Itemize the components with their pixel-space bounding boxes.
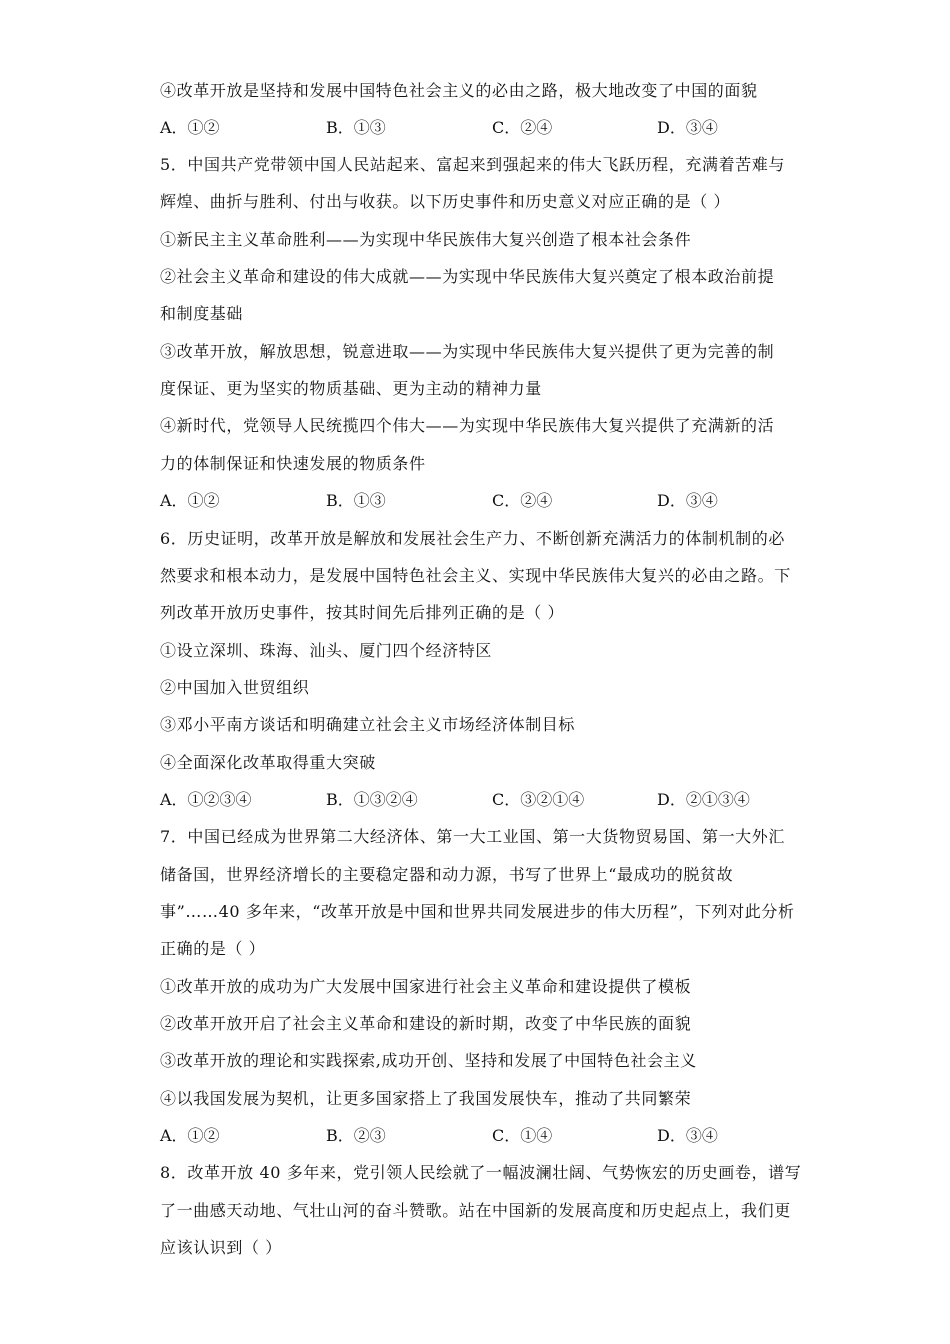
q5-statement-2-cont: 和制度基础: [160, 304, 244, 323]
q6-statement-2: ②中国加入世贸组织: [160, 678, 310, 697]
q4-option-c[interactable]: C．②④: [492, 118, 553, 137]
q5-statement-3: ③改革开放，解放思想，锐意进取——为实现中华民族伟大复兴提供了更为完善的制: [160, 342, 775, 361]
q7-option-c[interactable]: C．①④: [492, 1126, 553, 1145]
q5-stem-line-2: 辉煌、曲折与胜利、付出与收获。以下历史事件和历史意义对应正确的是（ ）: [160, 192, 731, 211]
q7-stem-line-2: 储备国，世界经济增长的主要稳定器和动力源，书写了世界上“最成功的脱贫故: [160, 865, 734, 884]
q5-option-b[interactable]: B．①③: [326, 491, 386, 510]
q6-stem-line-2: 然要求和根本动力，是发展中国特色社会主义、实现中华民族伟大复兴的必由之路。下: [160, 566, 791, 585]
q6-statement-1: ①设立深圳、珠海、汕头、厦门四个经济特区: [160, 641, 493, 660]
q6-stem-line-3: 列改革开放历史事件，按其时间先后排列正确的是（ ）: [160, 603, 565, 622]
q7-option-a[interactable]: A．①②: [160, 1126, 220, 1145]
q7-option-d[interactable]: D．③④: [657, 1126, 718, 1145]
q4-option-a[interactable]: A．①②: [160, 118, 220, 137]
q7-statement-4: ④以我国发展为契机，让更多国家搭上了我国发展快车，推动了共同繁荣: [160, 1089, 692, 1108]
q8-stem-line-2: 了一曲感天动地、气壮山河的奋斗赞歌。站在中国新的发展高度和历史起点上，我们更: [160, 1201, 791, 1220]
q5-statement-4-cont: 力的体制保证和快速发展的物质条件: [160, 454, 426, 473]
q5-statement-3-cont: 度保证、更为坚实的物质基础、更为主动的精神力量: [160, 379, 542, 398]
q5-options: [160, 490, 800, 512]
q7-option-b[interactable]: B．②③: [326, 1126, 386, 1145]
q4-option-b[interactable]: B．①③: [326, 118, 386, 137]
q6-option-a[interactable]: A．①②③④: [160, 790, 252, 809]
q7-statement-3: ③改革开放的理论和实践探索,成功开创、坚持和发展了中国特色社会主义: [160, 1051, 697, 1070]
q7-stem-line-4: 正确的是（ ）: [160, 939, 266, 958]
q5-option-c[interactable]: C．②④: [492, 491, 553, 510]
q4-options: [160, 117, 800, 139]
q5-option-d[interactable]: D．③④: [657, 491, 718, 510]
q6-options: [160, 789, 800, 811]
q5-statement-1: ①新民主主义革命胜利——为实现中华民族伟大复兴创造了根本社会条件: [160, 230, 692, 249]
q5-statement-4: ④新时代，党领导人民统揽四个伟大——为实现中华民族伟大复兴提供了充满新的活: [160, 416, 775, 435]
q8-stem-line-3: 应该认识到（ ）: [160, 1238, 282, 1257]
q5-option-a[interactable]: A．①②: [160, 491, 220, 510]
q7-statement-2: ②改革开放开启了社会主义革命和建设的新时期，改变了中华民族的面貌: [160, 1014, 692, 1033]
q7-stem-line-1: 7．中国已经成为世界第二大经济体、第一大工业国、第一大货物贸易国、第一大外汇: [160, 827, 785, 846]
q6-option-b[interactable]: B．①③②④: [326, 790, 418, 809]
q4-statement-4: ④改革开放是坚持和发展中国特色社会主义的必由之路，极大地改变了中国的面貌: [160, 81, 758, 100]
q6-statement-4: ④全面深化改革取得重大突破: [160, 753, 376, 772]
q7-statement-1: ①改革开放的成功为广大发展中国家进行社会主义革命和建设提供了模板: [160, 977, 692, 996]
q6-statement-3: ③邓小平南方谈话和明确建立社会主义市场经济体制目标: [160, 715, 576, 734]
q6-option-d[interactable]: D．②①③④: [657, 790, 750, 809]
q6-option-c[interactable]: C．③②①④: [492, 790, 585, 809]
q5-stem-line-1: 5．中国共产党带领中国人民站起来、富起来到强起来的伟大飞跃历程，充满着苦难与: [160, 155, 785, 174]
q4-option-d[interactable]: D．③④: [657, 118, 718, 137]
q7-stem-line-3: 事”……40 多年来，“改革开放是中国和世界共同发展进步的伟大历程”，下列对此分析: [160, 902, 795, 921]
q6-stem-line-1: 6．历史证明，改革开放是解放和发展社会生产力、不断创新充满活力的体制机制的必: [160, 529, 785, 548]
q7-options: [160, 1125, 800, 1147]
q8-stem-line-1: 8．改革开放 40 多年来，党引领人民绘就了一幅波澜壮阔、气势恢宏的历史画卷，谱写: [160, 1163, 802, 1182]
q5-statement-2: ②社会主义革命和建设的伟大成就——为实现中华民族伟大复兴奠定了根本政治前提: [160, 267, 775, 286]
